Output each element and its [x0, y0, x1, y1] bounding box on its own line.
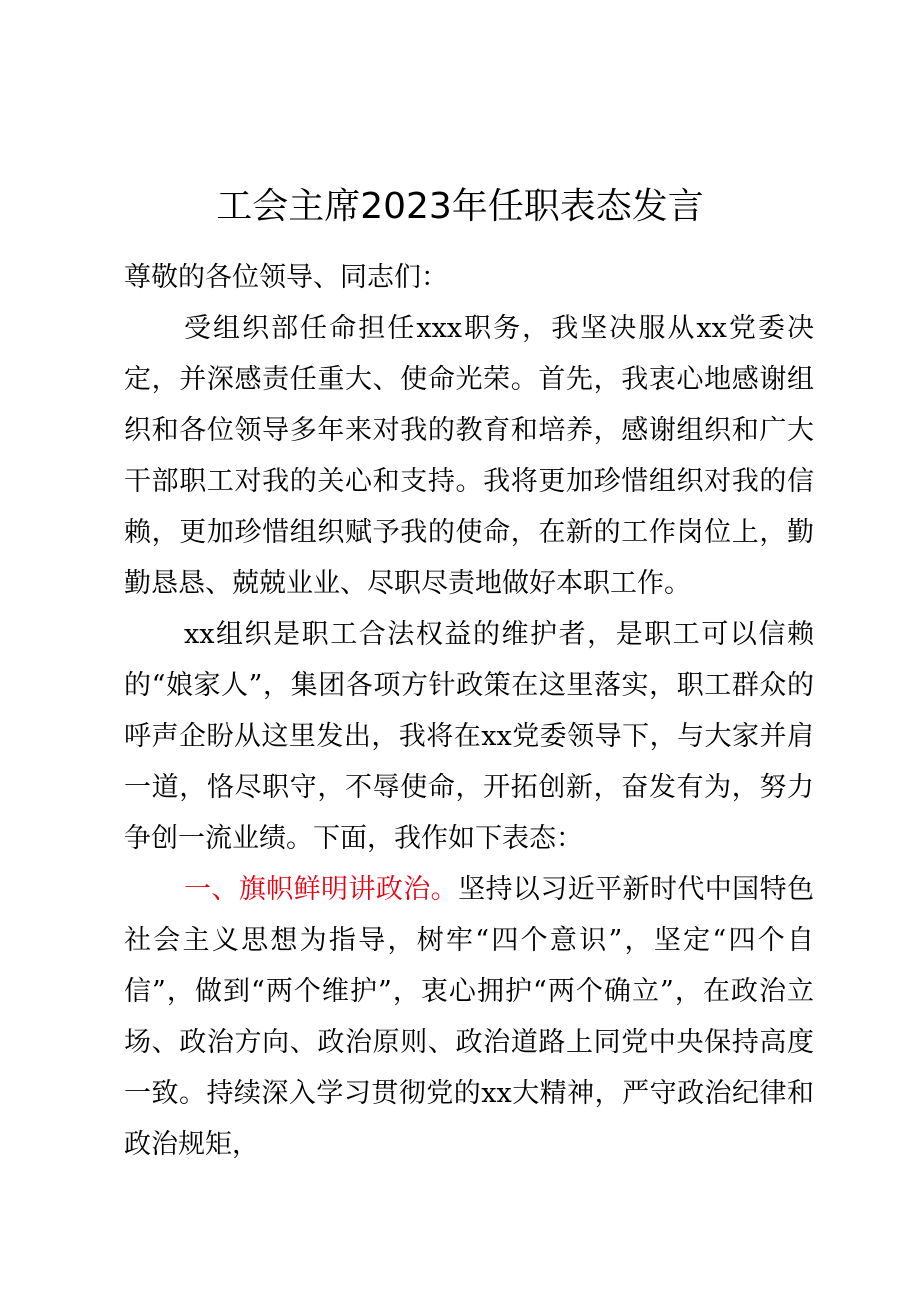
paragraph-union-role: xx组织是职工合法权益的维护者，是职工可以信赖的“娘家人”，集团各项方针政策在这里落实，职工群众的呼声企盼从这里发出，我将在xx党委领导下，与大家并肩一道，恪尽职守，不辱使命，开拓创新，奋发有为，努力争创一流业绩。下面，我作如下表态： [124, 619, 814, 854]
section-heading-politics: 一、旗帜鲜明讲政治。 [184, 874, 459, 905]
section-politics [124, 864, 814, 1170]
document-body [124, 252, 814, 1170]
section-text-politics: 坚持以习近平新时代中国特色社会主义思想为指导，树牢“四个意识”，坚定“四个自信”，做到“两个维护”，衷心拥护“两个确立”，在政治立场、政治方向、政治原则、政治道路上同党中央保持高度一致。持续深入学习贯彻党的xx大精神，严守政治纪律和政治规矩， [124, 874, 815, 1160]
paragraph-appointment: 受组织部任命担任xxx职务，我坚决服从xx党委决定，并深感责任重大、使命光荣。首先，我衷心地感谢组织和各位领导多年来对我的教育和培养，感谢组织和广大干部职工对我的关心和支持。我将更加珍惜组织对我的信赖，更加珍惜组织赋予我的使命，在新的工作岗位上，勤勤恳恳、兢兢业业、尽职尽责地做好本职工作。 [124, 313, 814, 599]
document-title: 工会主席2023年任职表态发言 [216, 186, 704, 227]
salutation: 尊敬的各位领导、同志们： [124, 262, 448, 293]
